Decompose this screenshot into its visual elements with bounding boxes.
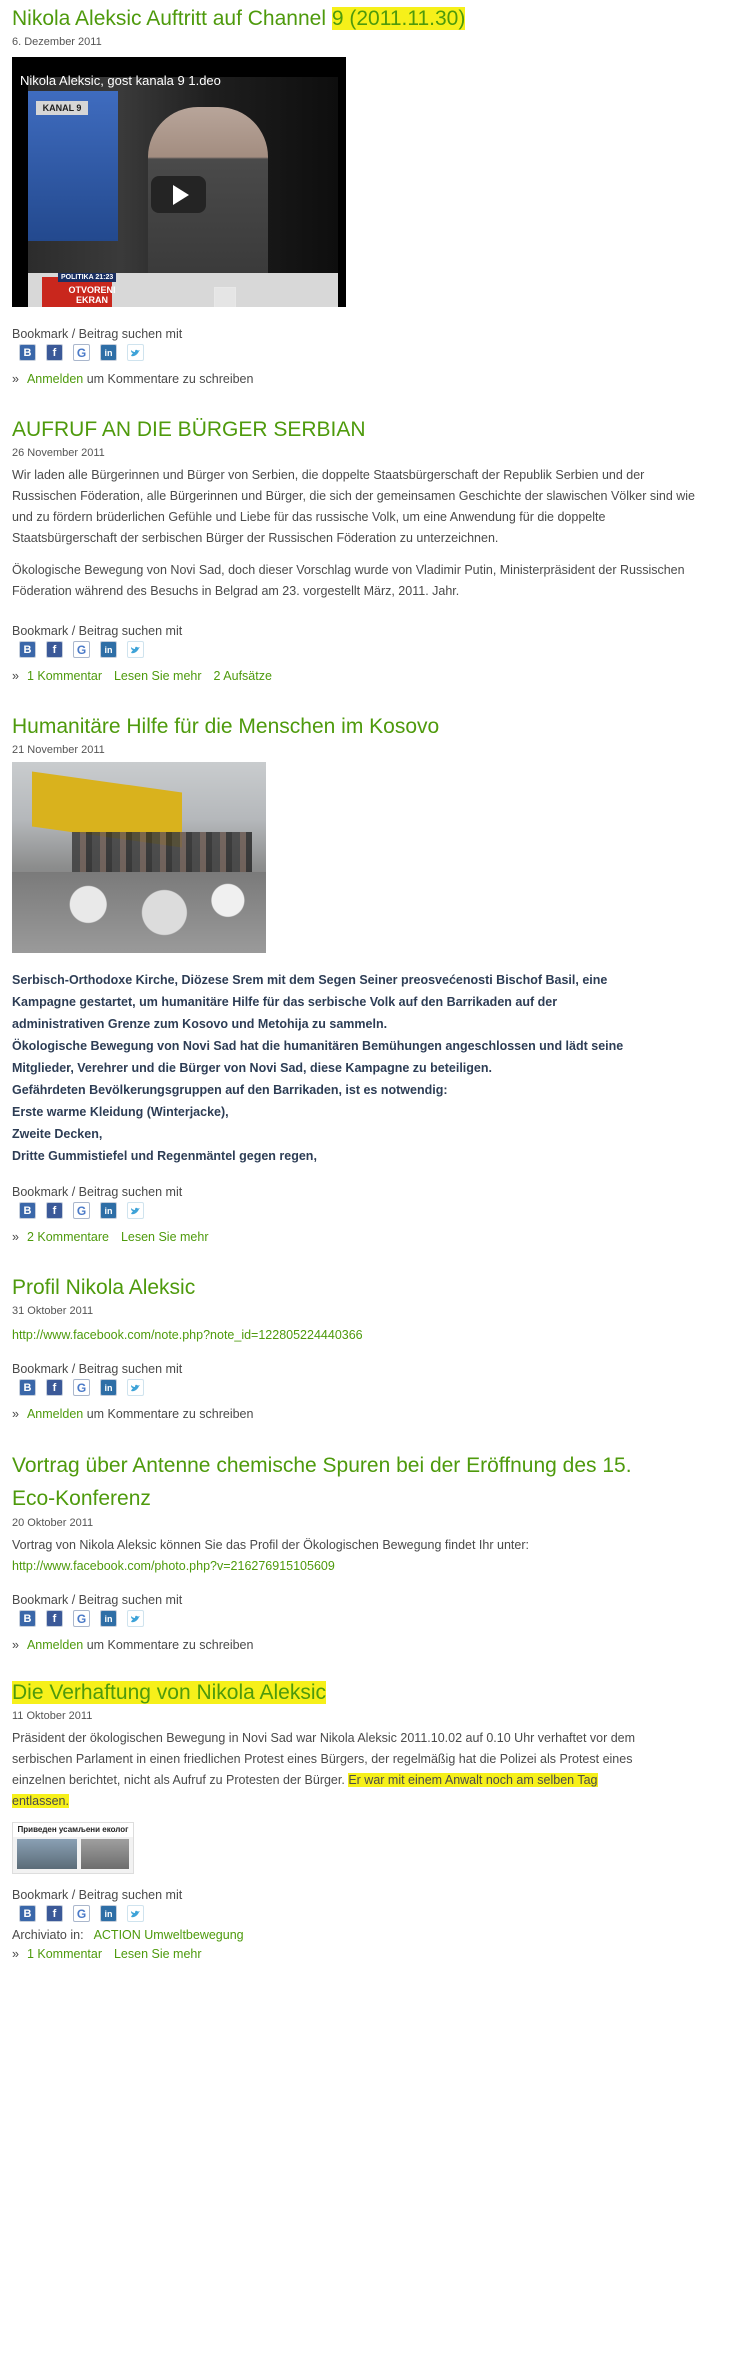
- raquo-icon: »: [12, 1947, 19, 1961]
- share-icons: [19, 1610, 709, 1627]
- facebook-video-link[interactable]: http://www.facebook.com/photo.php?v=216276915105609: [12, 1559, 335, 1573]
- twitter-icon[interactable]: [127, 344, 144, 361]
- post-body: [12, 465, 709, 602]
- comments-link[interactable]: 2 Kommentare: [26, 1230, 109, 1244]
- post-date: 31 Oktober 2011: [12, 1305, 94, 1317]
- login-link[interactable]: Anmelden: [26, 1638, 84, 1652]
- facebook-icon[interactable]: f: [46, 1905, 63, 1922]
- bookmark-label: Bookmark / Beitrag suchen mit: [12, 1888, 183, 1902]
- raquo-icon: »: [12, 1638, 19, 1652]
- post-line: [12, 1791, 709, 1812]
- post-line: serbischen Parlament in einen friedlichen Protest eines Bürgers, der regelmäßig hat die Polizei als Protest eines: [12, 1752, 633, 1766]
- bookmark-label: Bookmark / Beitrag suchen mit: [12, 624, 183, 638]
- post-title-line[interactable]: Vortrag über Antenne chemische Spuren bei der Eröffnung des 15.: [12, 1454, 632, 1477]
- google-icon[interactable]: G: [73, 1610, 90, 1627]
- post-title[interactable]: [12, 4, 709, 34]
- bookmark-label: Bookmark / Beitrag suchen mit: [12, 1593, 183, 1607]
- linkedin-icon[interactable]: in: [100, 641, 117, 658]
- linkedin-icon[interactable]: in: [100, 1610, 117, 1627]
- post-body: [12, 1535, 709, 1577]
- share-icons: [19, 1202, 709, 1219]
- newspaper-clipping[interactable]: [12, 1822, 134, 1874]
- post-line: Kampagne gestartet, um humanitäre Hilfe für das serbische Volk auf den Barrikaden auf der: [12, 995, 558, 1009]
- post-body: [12, 1325, 709, 1346]
- post-meta: [12, 1638, 709, 1652]
- post-meta: [12, 669, 709, 683]
- facebook-icon[interactable]: f: [46, 1202, 63, 1219]
- highlighted-text: Er war mit einem Anwalt noch am selben Tag: [348, 1773, 598, 1787]
- bookmark-b-icon[interactable]: B: [19, 1905, 36, 1922]
- bookmark-b-icon[interactable]: B: [19, 1202, 36, 1219]
- post-channel9: [12, 0, 709, 386]
- post-line: administrativen Grenze zum Kosovo und Metohija zu sammeln.: [12, 1017, 388, 1031]
- clipping-photo: [81, 1839, 129, 1869]
- google-icon[interactable]: G: [73, 344, 90, 361]
- login-suffix: um Kommentare zu schreiben: [83, 1407, 254, 1421]
- bookmark-b-icon[interactable]: B: [19, 1610, 36, 1627]
- post-body: [12, 1728, 709, 1812]
- read-more-link[interactable]: Lesen Sie mehr: [113, 669, 202, 683]
- show-badge-main: OTVORENI EKRAN: [68, 285, 116, 305]
- post-title-line[interactable]: Eco-Konferenz: [12, 1487, 151, 1510]
- post-meta: [12, 372, 709, 386]
- twitter-icon[interactable]: [127, 1202, 144, 1219]
- post-title-text[interactable]: Nikola Aleksic Auftritt auf Channel: [12, 7, 332, 30]
- raquo-icon: »: [12, 1407, 19, 1421]
- facebook-icon[interactable]: f: [46, 641, 63, 658]
- post-line: Gefährdeten Bevölkerungsgruppen auf den Barrikaden, ist es notwendig:: [12, 1083, 448, 1097]
- post-meta: [12, 1947, 709, 1961]
- post-title[interactable]: Profil Nikola Aleksic: [12, 1276, 196, 1299]
- post-text: Vortrag von Nikola Aleksic können Sie das Profil der Ökologischen Bewegung findet Ihr unter:: [12, 1538, 529, 1552]
- archived-label: Archiviato in:: [12, 1928, 84, 1942]
- post-date: 21 November 2011: [12, 744, 105, 756]
- facebook-icon[interactable]: f: [46, 1610, 63, 1627]
- post-line: Mitglieder, Verehrer und die Bürger von Novi Sad, diese Kampagne zu beteiligen.: [12, 1061, 492, 1075]
- raquo-icon: »: [12, 372, 19, 386]
- read-more-link[interactable]: Lesen Sie mehr: [120, 1230, 209, 1244]
- post-date: 6. Dezember 2011: [12, 36, 102, 48]
- read-more-link[interactable]: Lesen Sie mehr: [113, 1947, 202, 1961]
- login-suffix: um Kommentare zu schreiben: [83, 1638, 254, 1652]
- bookmark-label: Bookmark / Beitrag suchen mit: [12, 1185, 183, 1199]
- play-button[interactable]: [151, 176, 206, 213]
- post-line: Erste warme Kleidung (Winterjacke),: [12, 1105, 229, 1119]
- comments-link[interactable]: 1 Kommentar: [26, 1947, 102, 1961]
- post-title[interactable]: Humanitäre Hilfe für die Menschen im Kosovo: [12, 715, 440, 738]
- clipping-headline: Приведен усамљени еколог: [13, 1823, 133, 1837]
- share-icons: [19, 344, 709, 361]
- post-humanitaere-hilfe: [12, 712, 709, 1244]
- post-body: [12, 969, 709, 1167]
- linkedin-icon[interactable]: in: [100, 1202, 117, 1219]
- post-title[interactable]: AUFRUF AN DIE BÜRGER SERBIAN: [12, 418, 366, 441]
- post-line: Ökologische Bewegung von Novi Sad hat die humanitären Bemühungen angeschlossen und lädt seine: [12, 1039, 624, 1053]
- post-paragraph: Wir laden alle Bürgerinnen und Bürger von Serbien, die doppelte Staatsbürgerschaft der Republik Serbien und der Russischen Föderation, alle Bürgerinnen und Bürger, die sich der gemeinsamen Geschichte der slawischen Völker sind wie und zu fördern brüderlichen Gefühle und Liebe für das russische Volk, um eine Anwendung für die doppelte Staatsbürgerschaft der serbischen Bürger der Russischen Föderation zu unterzeichnen.: [12, 468, 696, 545]
- bookmark-label: Bookmark / Beitrag suchen mit: [12, 1362, 183, 1376]
- essays-link[interactable]: 2 Aufsätze: [213, 669, 272, 683]
- google-icon[interactable]: G: [73, 1379, 90, 1396]
- highlighted-text: entlassen.: [12, 1794, 69, 1808]
- raquo-icon: »: [12, 669, 19, 683]
- raquo-icon: »: [12, 1230, 19, 1244]
- post-line-text: einzelnen berichtet, nicht als Aufruf zu Protesten der Bürger.: [12, 1773, 349, 1787]
- post-title-highlight[interactable]: Die Verhaftung von Nikola Aleksic: [12, 1681, 327, 1704]
- video-title[interactable]: Nikola Aleksic, gost kanala 9 1.deo: [20, 73, 221, 88]
- facebook-icon[interactable]: f: [46, 344, 63, 361]
- post-date: 20 Oktober 2011: [12, 1517, 94, 1529]
- post-verhaftung: [12, 1678, 709, 1961]
- linkedin-icon[interactable]: in: [100, 1905, 117, 1922]
- google-icon[interactable]: G: [73, 641, 90, 658]
- twitter-icon[interactable]: [127, 641, 144, 658]
- post-aufruf: [12, 415, 709, 683]
- water-glass: [214, 287, 236, 307]
- post-meta: [12, 1230, 709, 1244]
- bookmark-b-icon[interactable]: B: [19, 641, 36, 658]
- post-vortrag: [12, 1449, 709, 1652]
- post-line: Zweite Decken,: [12, 1127, 103, 1141]
- google-icon[interactable]: G: [73, 1202, 90, 1219]
- share-icons: [19, 1905, 709, 1922]
- post-line: Serbisch-Orthodoxe Kirche, Diözese Srem mit dem Segen Seiner preosvećenosti Bischof Basil, eine: [12, 973, 608, 987]
- bags-shape: [12, 872, 266, 953]
- post-title[interactable]: [12, 1678, 709, 1708]
- video-player[interactable]: [12, 57, 346, 307]
- bookmark-b-icon[interactable]: B: [19, 1379, 36, 1396]
- post-meta: [12, 1407, 709, 1421]
- bookmark-label: Bookmark / Beitrag suchen mit: [12, 327, 183, 341]
- post-line: Präsident der ökologischen Bewegung in Novi Sad war Nikola Aleksic 2011.10.02 auf 0.10 Uhr verhaftet vor dem: [12, 1731, 636, 1745]
- category-link[interactable]: ACTION Umweltbewegung: [93, 1928, 244, 1942]
- post-title[interactable]: [12, 1449, 709, 1515]
- clipping-photo: [17, 1839, 77, 1869]
- post-line: [12, 1770, 709, 1791]
- google-icon[interactable]: G: [73, 1905, 90, 1922]
- login-link[interactable]: Anmelden: [26, 372, 84, 386]
- twitter-icon[interactable]: [127, 1379, 144, 1396]
- post-date: 11 Oktober 2011: [12, 1710, 93, 1722]
- post-paragraph: Ökologische Bewegung von Novi Sad, doch dieser Vorschlag wurde von Vladimir Putin, Ministerpräsident der Russischen Föderation während des Besuchs in Belgrad am 23. vorgestellt März, 2011. Jahr.: [12, 563, 685, 598]
- facebook-icon[interactable]: f: [46, 1379, 63, 1396]
- linkedin-icon[interactable]: in: [100, 1379, 117, 1396]
- show-badge-top: POLITIKA 21:23: [58, 273, 116, 282]
- aid-photo: [12, 762, 266, 953]
- share-icons: [19, 1379, 709, 1396]
- twitter-icon[interactable]: [127, 1905, 144, 1922]
- facebook-note-link[interactable]: http://www.facebook.com/note.php?note_id=122805224440366: [12, 1328, 363, 1342]
- comments-link[interactable]: 1 Kommentar: [26, 669, 102, 683]
- channel-logo: KANAL 9: [36, 101, 88, 115]
- post-title-highlight[interactable]: 9 (2011.11.30): [331, 7, 466, 30]
- post-profil: [12, 1273, 709, 1421]
- twitter-icon[interactable]: [127, 1610, 144, 1627]
- post-line: Dritte Gummistiefel und Regenmäntel gegen regen,: [12, 1149, 317, 1163]
- share-icons: [19, 641, 709, 658]
- login-suffix: um Kommentare zu schreiben: [83, 372, 254, 386]
- bookmark-b-icon[interactable]: B: [19, 344, 36, 361]
- login-link[interactable]: Anmelden: [26, 1407, 84, 1421]
- linkedin-icon[interactable]: in: [100, 344, 117, 361]
- post-date: 26 November 2011: [12, 447, 105, 459]
- archived-in: [12, 1928, 709, 1942]
